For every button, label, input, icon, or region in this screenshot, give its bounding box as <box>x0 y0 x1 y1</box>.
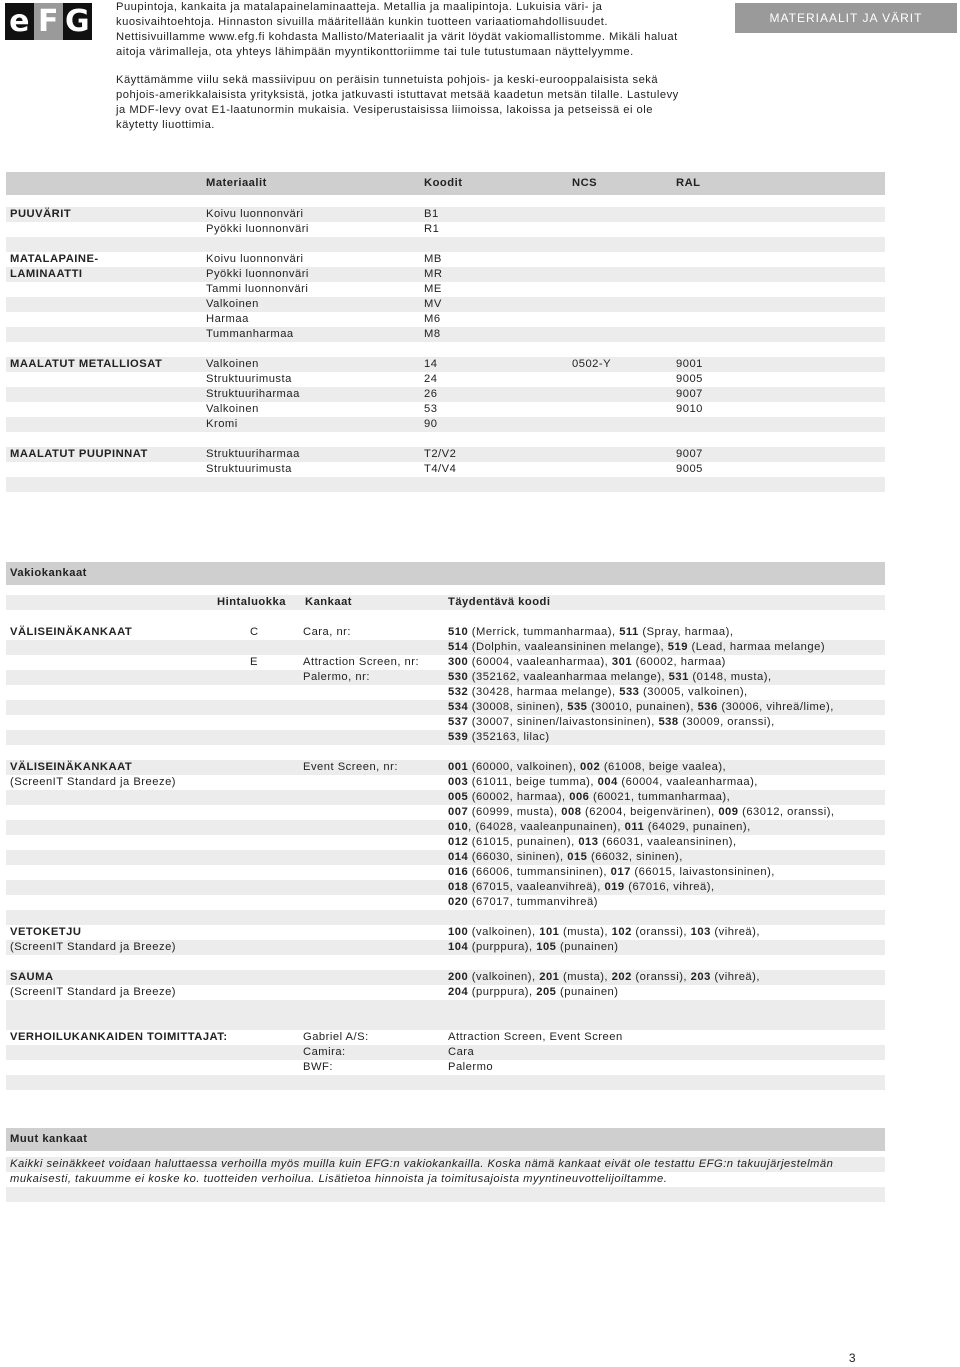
extra-codes <box>448 790 730 805</box>
color-description: (60002, harmaa) <box>632 656 726 668</box>
color-code: 015 <box>567 851 588 863</box>
fabric-group: VETOKETJU <box>10 926 82 938</box>
extra-codes <box>448 640 825 655</box>
color-description: (62004, beigenvärinen), <box>581 806 719 818</box>
material-code: M6 <box>424 313 441 325</box>
material-name: Struktuurimusta <box>206 373 292 385</box>
logo-letter-e: e <box>5 3 34 40</box>
material-name: Pyökki luonnonväri <box>206 223 309 235</box>
intro-line: kuosivaihtoehtoja. Hinnaston sivuilla määritellään kunkin tuotteen variaatiomahdollisuudet. <box>116 16 609 28</box>
color-code: 531 <box>668 671 689 683</box>
material-code: 53 <box>424 403 438 415</box>
material-code: R1 <box>424 223 440 235</box>
color-description: (vihreä), <box>710 926 760 938</box>
color-description: (66030, sininen), <box>468 851 568 863</box>
extra-codes <box>448 655 726 670</box>
table-row <box>6 655 885 670</box>
color-description: (oranssi), <box>631 971 691 983</box>
extra-codes <box>448 805 835 820</box>
color-code: 003 <box>448 776 469 788</box>
supplier-products: Attraction Screen, Event Screen <box>448 1031 623 1043</box>
material-code: 90 <box>424 418 438 430</box>
table-row <box>6 760 885 775</box>
color-code: 016 <box>448 866 469 878</box>
color-description: (Dolphin, vaaleansininen melange), <box>468 641 668 653</box>
table-row <box>6 895 885 910</box>
other-fabrics-spacer <box>6 1187 885 1202</box>
color-description: (valkoinen), <box>468 926 540 938</box>
table-row <box>6 625 885 640</box>
color-description: (0148, musta), <box>688 671 772 683</box>
color-description: (67015, vaaleanvihreä), <box>468 881 605 893</box>
color-code: 510 <box>448 626 469 638</box>
supplier-name: Gabriel A/S: <box>303 1031 369 1043</box>
extra-codes <box>448 940 619 955</box>
material-ral: 9001 <box>676 358 703 370</box>
color-description: (67016, vihreä), <box>624 881 715 893</box>
color-description: (30009, oranssi), <box>678 716 775 728</box>
table-row <box>6 327 885 342</box>
color-code: 001 <box>448 761 469 773</box>
table-row <box>6 1000 885 1015</box>
material-code: M8 <box>424 328 441 340</box>
color-code: 011 <box>624 821 645 833</box>
body-line: Käyttämämme viilu sekä massiivipuu on peräisin tunnetuista pohjois- ja keski-eurooppalaisista sekä <box>116 74 659 86</box>
table-row <box>6 970 885 985</box>
extra-codes <box>448 685 748 700</box>
material-group: MATALAPAINE- <box>10 253 99 265</box>
col-price-class: Hintaluokka <box>217 596 286 608</box>
table-row <box>6 297 885 312</box>
material-ral: 9005 <box>676 463 703 475</box>
color-code: 012 <box>448 836 469 848</box>
material-group: PUUVÄRIT <box>10 208 72 220</box>
fabric-group: (ScreenIT Standard ja Breeze) <box>10 776 177 788</box>
table-row <box>6 282 885 297</box>
body-line: ja MDF-levy ovat E1-laatunormin mukaisia. Vesiperustaisissa liimoissa, lakoissa ja petseissä ei ole <box>116 104 653 116</box>
color-description: (60021, tummanharmaa), <box>589 791 731 803</box>
material-code: MB <box>424 253 442 265</box>
table-row <box>6 985 885 1000</box>
col-ncs: NCS <box>572 177 598 189</box>
color-code: 002 <box>580 761 601 773</box>
color-description: (61015, punainen), <box>468 836 579 848</box>
material-code: T4/V4 <box>424 463 457 475</box>
fabric-group: SAUMA <box>10 971 54 983</box>
table-row <box>6 685 885 700</box>
col-fabrics: Kankaat <box>305 596 353 608</box>
fabric-group: VÄLISEINÄKANKAAT <box>10 626 133 638</box>
color-code: 101 <box>539 926 560 938</box>
material-group: MAALATUT PUUPINNAT <box>10 448 148 460</box>
color-description: (purppura), <box>468 941 537 953</box>
color-description: (66015, laivastonsininen), <box>630 866 775 878</box>
material-ral: 9007 <box>676 388 703 400</box>
color-code: 010 <box>448 821 469 833</box>
material-code: ME <box>424 283 442 295</box>
extra-codes <box>448 625 733 640</box>
suppliers-spacer <box>6 1015 885 1030</box>
color-description: (punainen) <box>556 986 619 998</box>
material-name: Kromi <box>206 418 238 430</box>
color-description: (66032, sininen), <box>587 851 683 863</box>
materials-table-header <box>6 172 885 195</box>
material-name: Valkoinen <box>206 298 259 310</box>
color-code: 538 <box>658 716 679 728</box>
color-code: 006 <box>569 791 590 803</box>
suppliers-spacer <box>6 1075 885 1090</box>
table-row <box>6 267 885 282</box>
table-row <box>6 342 885 357</box>
color-description: (67017, tummanvihreä) <box>468 896 598 908</box>
color-code: 018 <box>448 881 469 893</box>
table-row <box>6 640 885 655</box>
color-code: 105 <box>536 941 557 953</box>
material-name: Struktuuriharmaa <box>206 388 300 400</box>
table-row <box>6 955 885 970</box>
table-row <box>6 700 885 715</box>
color-code: 530 <box>448 671 469 683</box>
material-name: Struktuurimusta <box>206 463 292 475</box>
extra-codes <box>448 820 751 835</box>
table-row <box>6 462 885 477</box>
color-code: 201 <box>539 971 560 983</box>
intro-line: aitoja värimalleja, ota yhteys lähimpään myyntikonttoriimme tai tule tutustumaan näyttelyymme. <box>116 46 634 58</box>
color-description: (30010, punainen), <box>587 701 698 713</box>
material-name: Valkoinen <box>206 358 259 370</box>
material-name: Harmaa <box>206 313 249 325</box>
color-description: , (64028, vaaleanpunainen), <box>468 821 625 833</box>
col-codes: Koodit <box>424 177 463 189</box>
color-description: (Lead, harmaa melange) <box>687 641 826 653</box>
color-code: 017 <box>610 866 631 878</box>
color-code: 535 <box>567 701 588 713</box>
extra-codes <box>448 985 619 1000</box>
table-row <box>6 432 885 447</box>
extra-codes <box>448 700 834 715</box>
table-row <box>6 790 885 805</box>
material-ral: 9007 <box>676 448 703 460</box>
color-description: (61008, beige vaalea), <box>600 761 727 773</box>
material-code: B1 <box>424 208 439 220</box>
color-description: (30005, valkoinen), <box>639 686 748 698</box>
color-code: 104 <box>448 941 469 953</box>
extra-codes <box>448 970 760 985</box>
table-row <box>6 670 885 685</box>
fabric-name: Cara, nr: <box>303 626 352 638</box>
material-group: MAALATUT METALLIOSAT <box>10 358 163 370</box>
color-code: 200 <box>448 971 469 983</box>
color-description: (30008, sininen), <box>468 701 568 713</box>
table-row <box>6 820 885 835</box>
table-row <box>6 387 885 402</box>
col-extra-code: Täydentävä koodi <box>448 596 551 608</box>
color-description: (60004, vaaleanharmaa), <box>617 776 758 788</box>
fabric-group: VÄLISEINÄKANKAAT <box>10 761 133 773</box>
body-line: pohjois-amerikkalaisista yrityksistä, jotka jatkuvasti istuttavat metsää kaadetun metsän tilalle. Lastulevy <box>116 89 679 101</box>
extra-codes <box>448 760 726 775</box>
table-row <box>6 880 885 895</box>
color-description: (352162, vaaleanharmaa melange), <box>468 671 669 683</box>
material-name: Tammi luonnonväri <box>206 283 309 295</box>
color-code: 019 <box>604 881 625 893</box>
fabrics-table-header <box>6 595 885 610</box>
material-code: MV <box>424 298 442 310</box>
suppliers-row <box>6 1030 885 1045</box>
color-description: (63012, oranssi), <box>738 806 835 818</box>
color-code: 519 <box>667 641 688 653</box>
material-code: 26 <box>424 388 438 400</box>
fabric-name: Attraction Screen, nr: <box>303 656 420 668</box>
intro-line: Nettisivuillamme www.efg.fi kohdasta Mallisto/Materiaalit ja värit löydät vakiomallistomme. Mikäli haluat <box>116 31 678 43</box>
table-row <box>6 357 885 372</box>
material-ncs: 0502-Y <box>572 358 612 370</box>
table-row <box>6 372 885 387</box>
extra-codes <box>448 925 760 940</box>
supplier-products: Cara <box>448 1046 475 1058</box>
supplier-name: Camira: <box>303 1046 346 1058</box>
page-number: 3 <box>848 1351 856 1365</box>
fabric-group: (ScreenIT Standard ja Breeze) <box>10 986 177 998</box>
color-code: 202 <box>611 971 632 983</box>
extra-codes <box>448 670 772 685</box>
extra-codes <box>448 850 683 865</box>
extra-codes <box>448 865 775 880</box>
table-row <box>6 805 885 820</box>
logo-letter-g: G <box>64 4 91 39</box>
material-ral: 9005 <box>676 373 703 385</box>
color-code: 511 <box>619 626 639 638</box>
table-row <box>6 745 885 760</box>
extra-codes <box>448 775 758 790</box>
fabric-group: (ScreenIT Standard ja Breeze) <box>10 941 177 953</box>
table-row <box>6 447 885 462</box>
color-description: (61011, beige tumma), <box>468 776 598 788</box>
material-name: Tummanharmaa <box>206 328 294 340</box>
color-code: 203 <box>690 971 711 983</box>
color-description: (valkoinen), <box>468 971 540 983</box>
color-code: 534 <box>448 701 469 713</box>
material-code: 14 <box>424 358 438 370</box>
table-row <box>6 237 885 252</box>
suppliers-row <box>6 1045 885 1060</box>
color-description: (30428, harmaa melange), <box>468 686 620 698</box>
color-description: (purppura), <box>468 986 537 998</box>
other-fabrics-line <box>6 1157 885 1172</box>
color-code: 300 <box>448 656 469 668</box>
color-description: (Spray, harmaa), <box>638 626 734 638</box>
logo-letter-f: F <box>34 3 63 40</box>
color-code: 533 <box>619 686 640 698</box>
color-code: 536 <box>697 701 718 713</box>
material-code: 24 <box>424 373 438 385</box>
color-description: (352163, lilac) <box>468 731 550 743</box>
color-code: 514 <box>448 641 469 653</box>
color-code: 537 <box>448 716 469 728</box>
material-name: Pyökki luonnonväri <box>206 268 309 280</box>
color-description: (oranssi), <box>631 926 691 938</box>
color-description: (musta), <box>559 971 612 983</box>
table-row <box>6 222 885 237</box>
price-class: C <box>250 626 259 638</box>
color-description: (60004, vaaleanharmaa), <box>468 656 612 668</box>
material-name: Koivu luonnonväri <box>206 208 304 220</box>
extra-codes <box>448 880 715 895</box>
material-code: T2/V2 <box>424 448 457 460</box>
color-code: 007 <box>448 806 469 818</box>
color-code: 102 <box>611 926 632 938</box>
extra-codes <box>448 715 775 730</box>
color-code: 004 <box>597 776 618 788</box>
suppliers-row <box>6 1060 885 1075</box>
extra-codes <box>448 835 737 850</box>
material-ral: 9010 <box>676 403 703 415</box>
suppliers-label: VERHOILUKANKAIDEN TOIMITTAJAT: <box>10 1031 228 1043</box>
color-description: (60000, valkoinen), <box>468 761 581 773</box>
color-code: 008 <box>561 806 582 818</box>
color-description: (musta), <box>559 926 612 938</box>
color-description: (64029, punainen), <box>644 821 751 833</box>
material-group: LAMINAATTI <box>10 268 83 280</box>
supplier-name: BWF: <box>303 1061 333 1073</box>
table-row <box>6 850 885 865</box>
fabric-name: Event Screen, nr: <box>303 761 398 773</box>
color-description: (66031, vaaleansininen), <box>598 836 737 848</box>
col-ral: RAL <box>676 177 701 189</box>
color-code: 020 <box>448 896 469 908</box>
color-description: (66006, tummansininen), <box>468 866 611 878</box>
extra-codes <box>448 895 598 910</box>
color-code: 301 <box>611 656 633 668</box>
table-row <box>6 775 885 790</box>
color-code: 539 <box>448 731 469 743</box>
fabrics-section-title <box>6 562 885 585</box>
color-code: 100 <box>448 926 469 938</box>
col-materials: Materiaalit <box>206 177 267 189</box>
other-fabrics-title <box>6 1128 885 1151</box>
other-line: Kaikki seinäkkeet voidaan haluttaessa verhoilla myös muilla kuin EFG:n vakiokankailla. Koska nämä kankaat eivät ole testattu EFG:n takuujärjestelmän <box>10 1158 834 1170</box>
material-code: MR <box>424 268 443 280</box>
material-name: Koivu luonnonväri <box>206 253 304 265</box>
intro-text <box>116 0 716 60</box>
color-description: (Merrick, tummanharmaa), <box>468 626 620 638</box>
fabric-name: Palermo, nr: <box>303 671 370 683</box>
other-title: Muut kankaat <box>10 1133 88 1145</box>
table-row <box>6 207 885 222</box>
material-name: Struktuuriharmaa <box>206 448 300 460</box>
table-row <box>6 715 885 730</box>
table-row <box>6 252 885 267</box>
other-line: mukaisesti, takuumme ei koske ko. tuotteiden verhoilua. Lisätietoa hinnoista ja toimitusajoista myyntineuvottelijoiltamme. <box>10 1173 668 1185</box>
color-code: 204 <box>448 986 469 998</box>
table-row <box>6 312 885 327</box>
color-code: 103 <box>690 926 711 938</box>
color-description: (vihreä), <box>710 971 760 983</box>
table-row <box>6 477 885 492</box>
intro-line: Puupintoja, kankaita ja matalapainelaminaatteja. Metallia ja maalipintoja. Lukuisia väri- ja <box>116 1 603 13</box>
supplier-products: Palermo <box>448 1061 494 1073</box>
table-row <box>6 417 885 432</box>
color-description: (60002, harmaa), <box>468 791 570 803</box>
table-row <box>6 910 885 925</box>
color-code: 009 <box>718 806 739 818</box>
body-line: käytetty liuottimia. <box>116 119 215 131</box>
section-badge: MATERIAALIT JA VÄRIT <box>735 3 957 33</box>
color-code: 014 <box>448 851 469 863</box>
extra-codes <box>448 730 550 745</box>
fabrics-title: Vakiokankaat <box>10 567 87 579</box>
other-fabrics-line <box>6 1172 885 1187</box>
table-row <box>6 865 885 880</box>
table-row <box>6 730 885 745</box>
color-code: 532 <box>448 686 469 698</box>
table-row <box>6 835 885 850</box>
price-class: E <box>250 656 258 668</box>
color-description: (60999, musta), <box>468 806 562 818</box>
table-row <box>6 925 885 940</box>
color-description: (punainen) <box>556 941 619 953</box>
color-description: (30007, sininen/laivastonsininen), <box>468 716 659 728</box>
materials-description <box>116 73 716 133</box>
efg-logo <box>5 3 93 40</box>
color-code: 205 <box>536 986 557 998</box>
color-code: 005 <box>448 791 469 803</box>
table-row <box>6 402 885 417</box>
table-row <box>6 940 885 955</box>
material-name: Valkoinen <box>206 403 259 415</box>
color-description: (30006, vihreä/lime), <box>717 701 834 713</box>
color-code: 013 <box>578 836 599 848</box>
